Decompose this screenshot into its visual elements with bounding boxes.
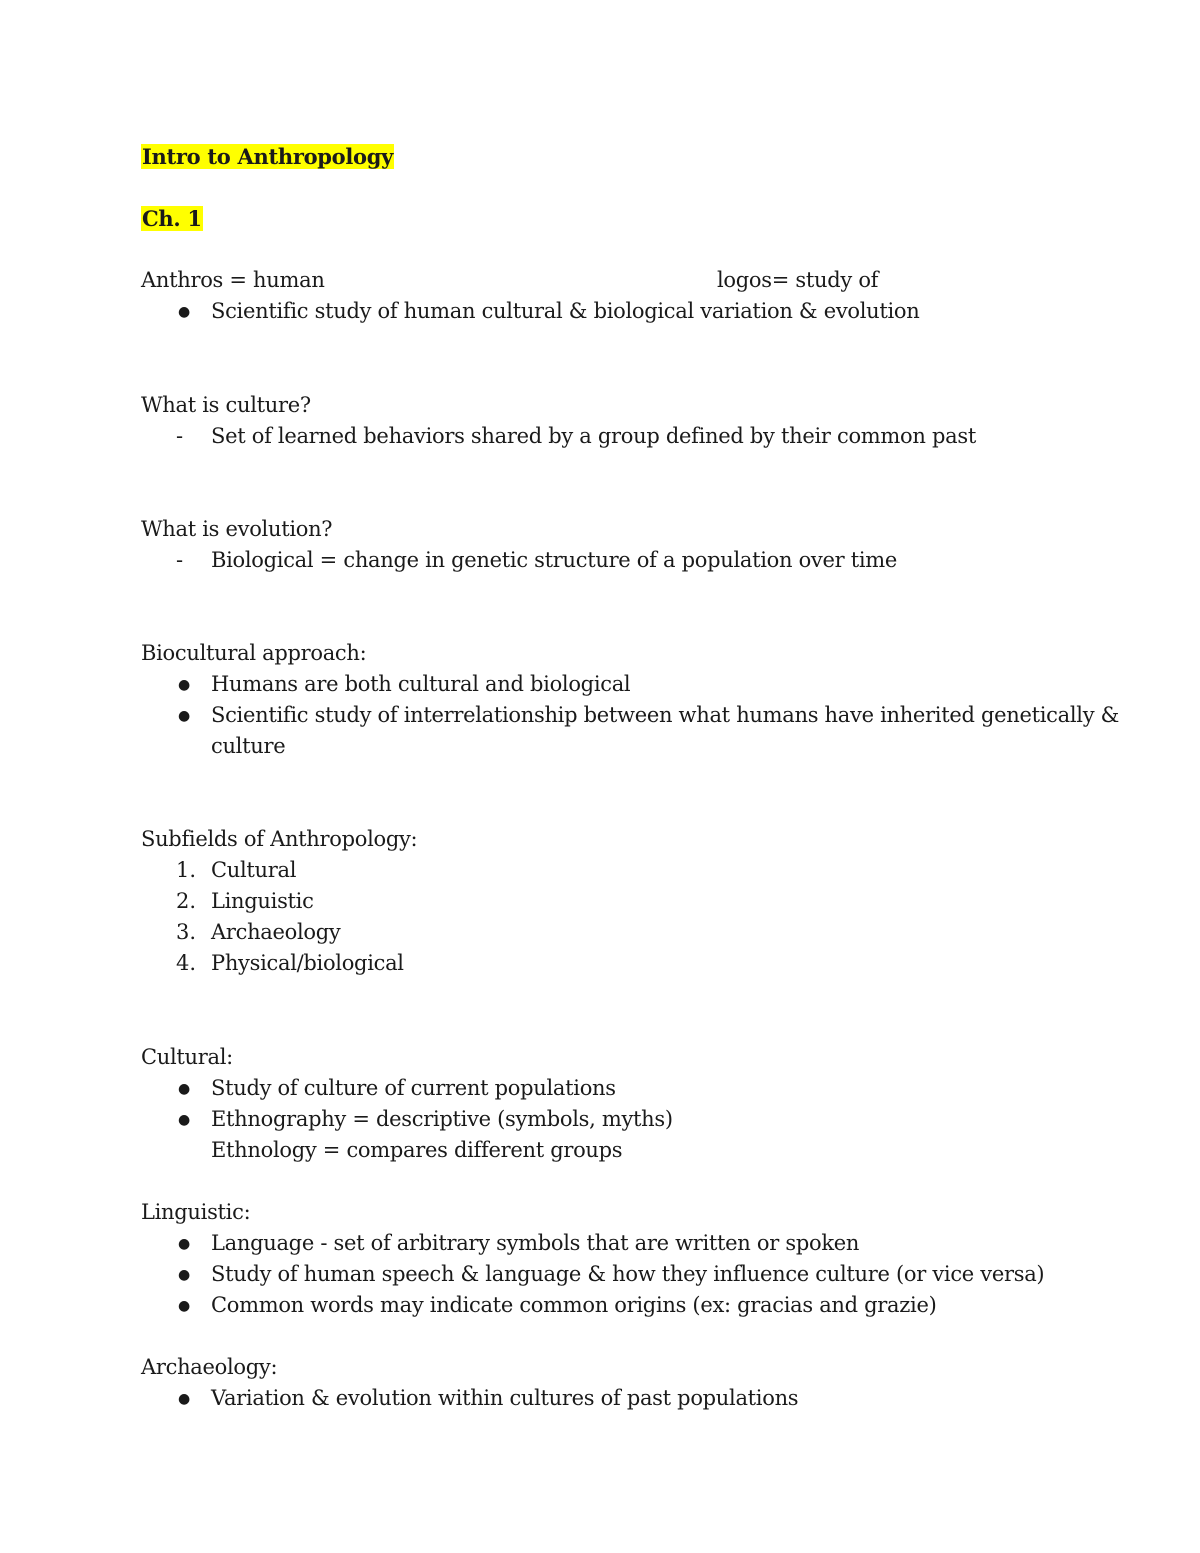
biocultural-item: Scientific study of interrelationship between what humans have inherited genetically &: [211, 703, 1120, 727]
bullet-marker: ●: [178, 1267, 191, 1283]
biocultural-item: Humans are both cultural and biological: [211, 672, 631, 696]
biocultural-heading: Biocultural approach:: [141, 641, 367, 665]
list-number: 2.: [176, 889, 197, 913]
evolution-definition: Biological = change in genetic structure of a population over time: [211, 548, 898, 572]
cultural-item: Study of culture of current populations: [211, 1076, 616, 1100]
subfield-item: Physical/biological: [211, 951, 404, 975]
linguistic-heading: Linguistic:: [141, 1200, 251, 1224]
linguistic-item: Common words may indicate common origins (ex: gracias and grazie): [211, 1293, 937, 1317]
evolution-question: What is evolution?: [141, 517, 333, 541]
bullet-marker: ●: [178, 1081, 191, 1097]
archaeology-item: Variation & evolution within cultures of past populations: [211, 1386, 799, 1410]
culture-question: What is culture?: [141, 393, 311, 417]
linguistic-item: Language - set of arbitrary symbols that are written or spoken: [211, 1231, 860, 1255]
cultural-item: Ethnography = descriptive (symbols, myths): [211, 1107, 673, 1131]
list-number: 1.: [176, 858, 197, 882]
dash-marker: -: [176, 548, 184, 572]
bullet-marker: ●: [178, 677, 191, 693]
chapter-highlight: Ch. 1: [142, 206, 202, 231]
cultural-item-continued: Ethnology = compares different groups: [211, 1138, 623, 1162]
title-highlight: Intro to Anthropology: [142, 144, 394, 169]
bullet-marker: ●: [178, 708, 191, 724]
bullet-marker: ●: [178, 1236, 191, 1252]
logos-definition: logos= study of: [717, 268, 879, 292]
anthros-definition: Anthros = human: [141, 268, 325, 292]
dash-marker: -: [176, 424, 184, 448]
subfield-item: Linguistic: [211, 889, 314, 913]
bullet-marker: ●: [178, 304, 191, 320]
cultural-heading: Cultural:: [141, 1045, 233, 1069]
intro-bullet-text: Scientific study of human cultural & biological variation & evolution: [211, 299, 920, 323]
subfield-item: Archaeology: [211, 920, 341, 944]
linguistic-item: Study of human speech & language & how they influence culture (or vice versa): [211, 1262, 1045, 1286]
bullet-marker: ●: [178, 1298, 191, 1314]
subfield-item: Cultural: [211, 858, 297, 882]
subfields-heading: Subfields of Anthropology:: [141, 827, 418, 851]
document-title: [141, 143, 394, 171]
archaeology-heading: Archaeology:: [141, 1355, 278, 1379]
bullet-marker: ●: [178, 1112, 191, 1128]
list-number: 4.: [176, 951, 197, 975]
bullet-marker: ●: [178, 1391, 191, 1407]
list-number: 3.: [176, 920, 197, 944]
culture-definition: Set of learned behaviors shared by a group defined by their common past: [211, 424, 976, 448]
chapter-heading: [141, 205, 203, 233]
biocultural-item-continued: culture: [211, 734, 286, 758]
